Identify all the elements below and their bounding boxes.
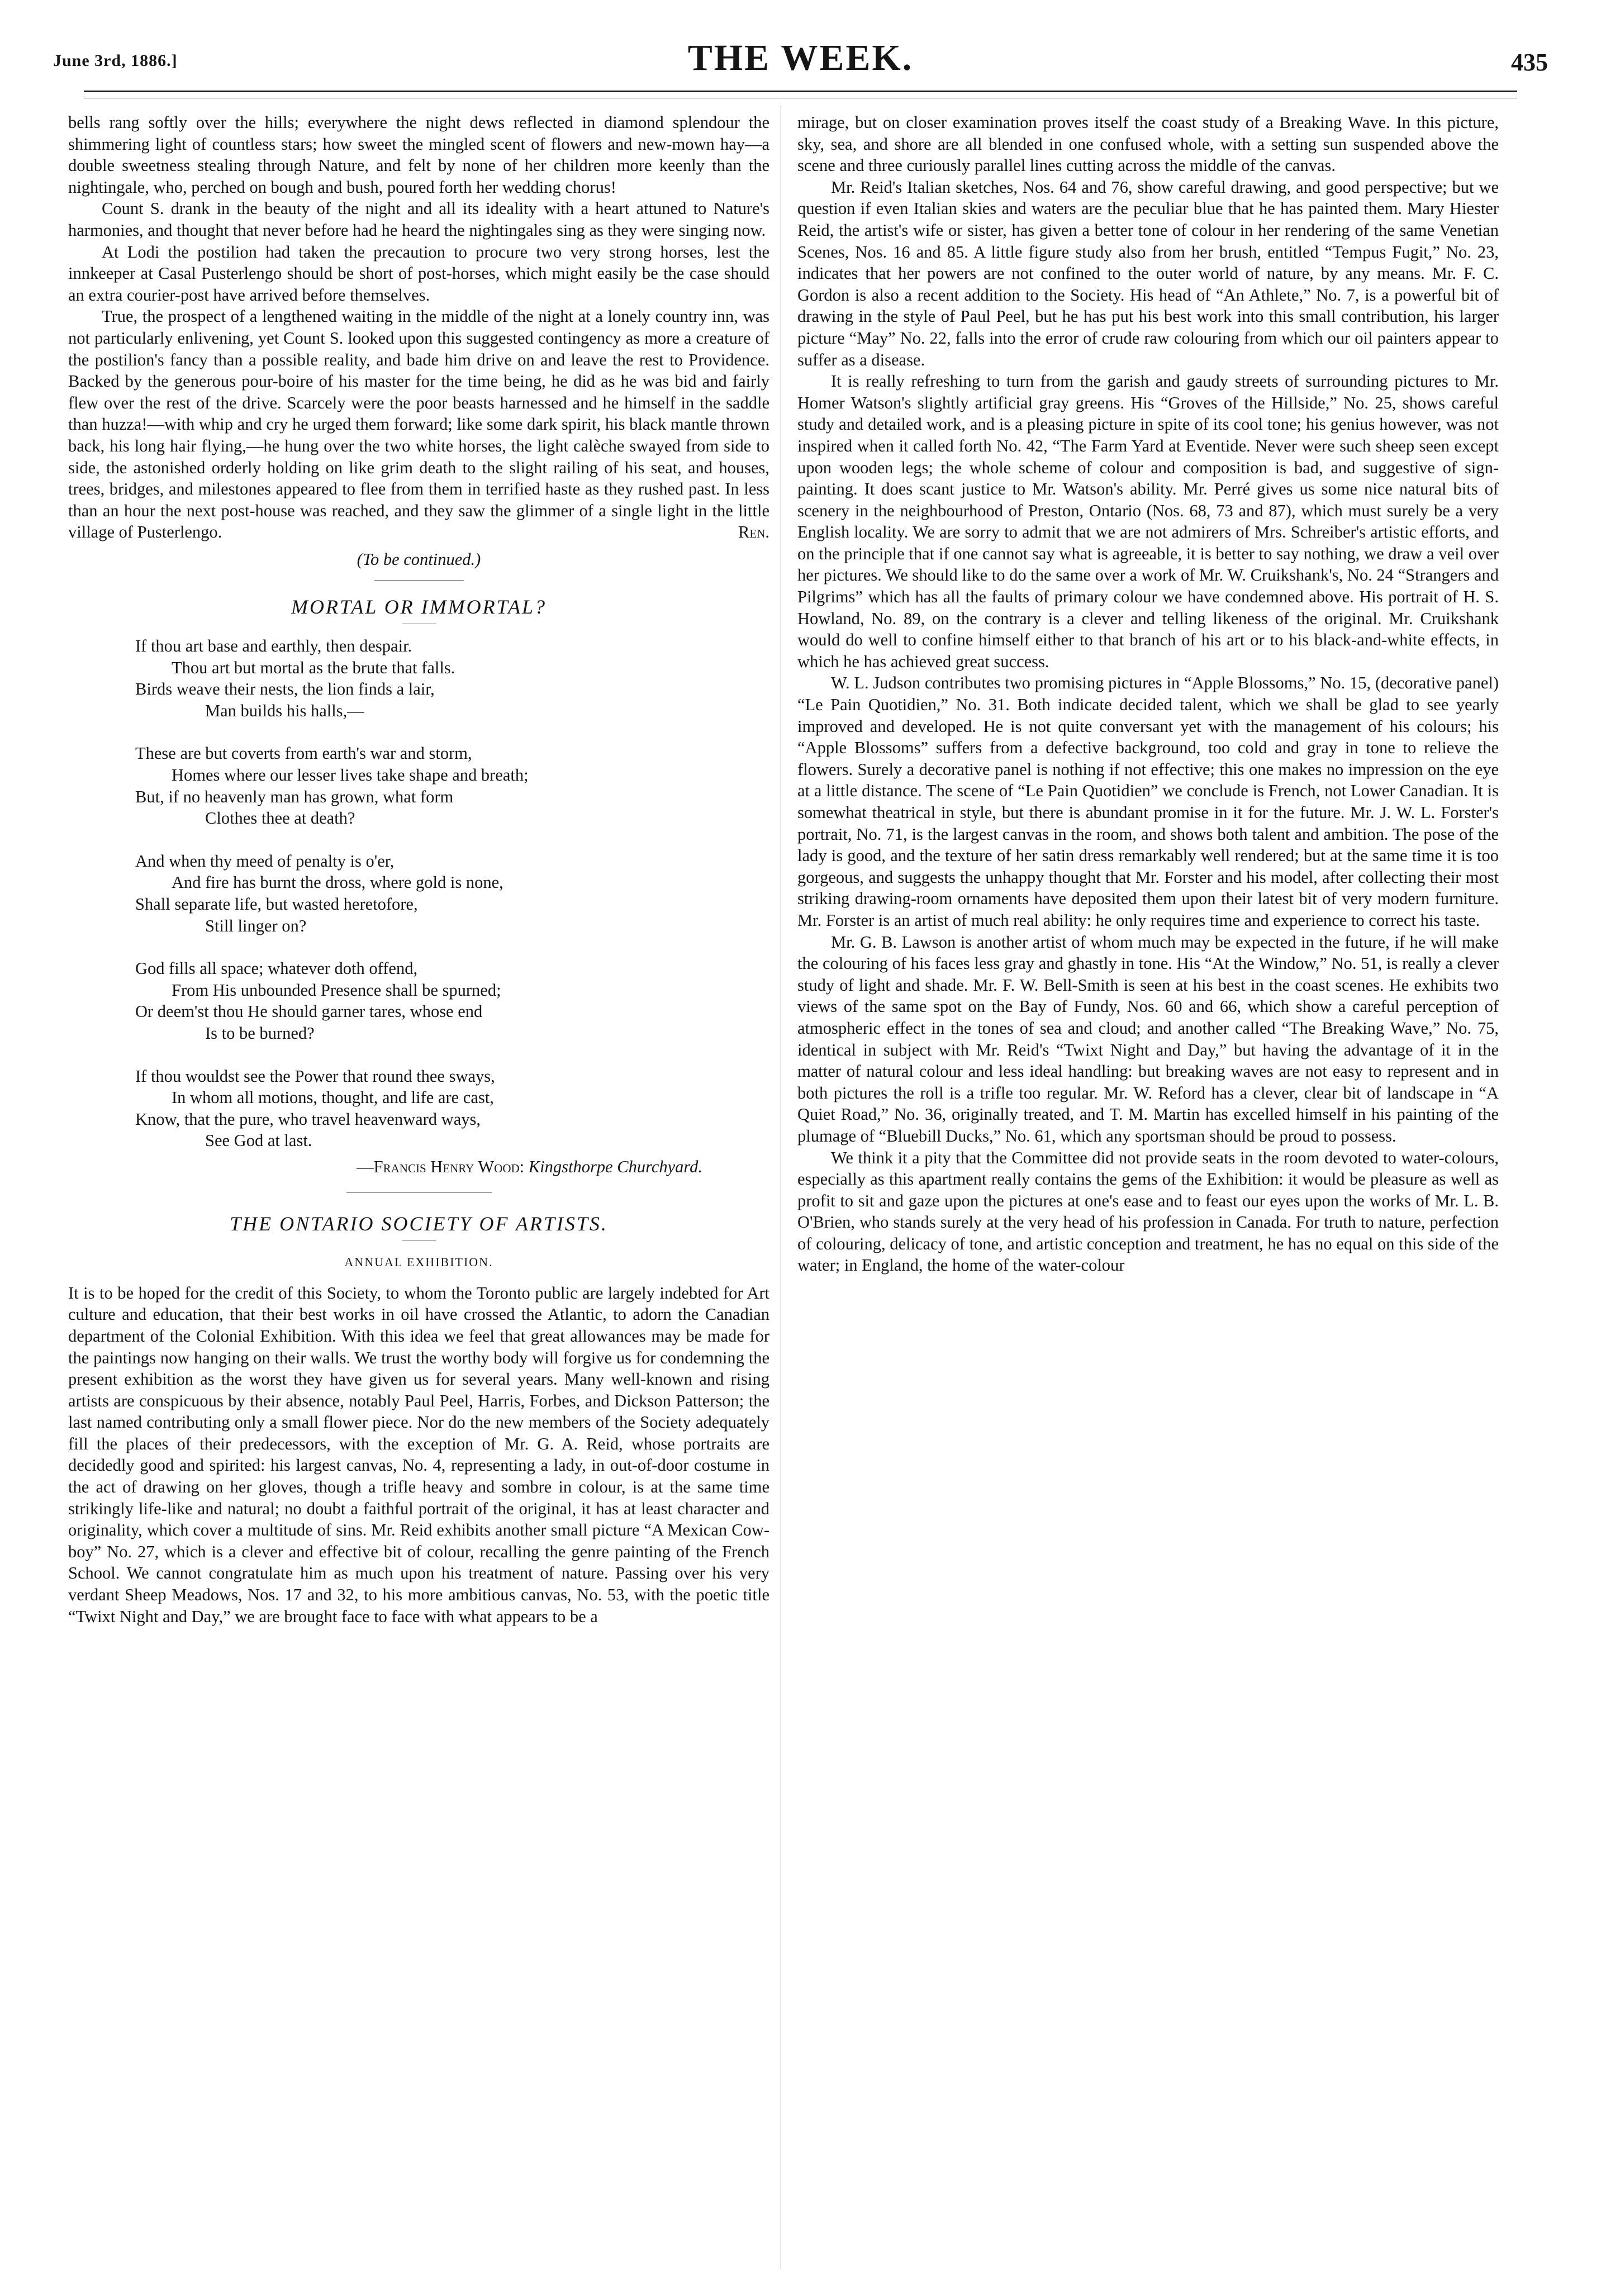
poem-line: From His unbounded Presence shall be spurned; <box>172 980 501 1000</box>
poem-stanza <box>68 958 769 1044</box>
poem-stanza <box>68 743 769 829</box>
poem-line: Birds weave their nests, the lion finds a lair, <box>135 679 435 699</box>
poem-line: Clothes thee at death? <box>205 809 355 828</box>
poem-stanza <box>68 635 769 721</box>
article-paragraph: mirage, but on closer examination proves itself the coast study of a Breaking Wave. In this picture, sky, sea, and shore are all blended in one confused whole, with a setting sun suspended above the scene and three curiously parallel lines cutting across the middle of the canvas. <box>797 113 1499 175</box>
poem-line: See God at last. <box>205 1131 312 1151</box>
right-column <box>797 112 1499 2269</box>
masthead-title: THE WEEK. <box>687 37 914 78</box>
poem-line: Know, that the pure, who travel heavenward ways, <box>135 1109 481 1129</box>
poem-line: But, if no heavenly man has grown, what form <box>135 787 454 806</box>
poem-title: MORTAL OR IMMORTAL? <box>291 596 547 619</box>
story-paragraph: bells rang softly over the hills; everywhere the night dews reflected in diamond splendour the shimmering light of countless stars; how sweet the mingled scent of flowers and new-mown hay—a double sweetness stealing through Nature, and felt by none of her children more keenly than the nightingale, who, perched on bough and bush, poured forth her wedding chorus! <box>68 113 769 197</box>
poem-line: Homes where our lesser lives take shape and breath; <box>172 766 529 785</box>
story-signature: Ren. <box>738 522 769 542</box>
poem-line: Is to be burned? <box>205 1023 315 1043</box>
header-rule <box>84 91 1517 98</box>
page-number: 435 <box>1511 49 1548 76</box>
poem-line: And when thy meed of penalty is o'er, <box>135 851 395 871</box>
story-paragraph: Count S. drank in the beauty of the night and all its ideality with a heart attuned to Nature's harmonies, and thought that never before had he heard the nightingales sing as they were singing now. <box>68 199 769 240</box>
poem-source: Kingsthorpe Churchyard. <box>528 1157 702 1176</box>
article-paragraph: It is to be hoped for the credit of this Society, to whom the Toronto public are largely indebted for Art culture and education, that their best works in oil have crossed the Atlantic, to adorn the Canadian department of the Colonial Exhibition. With this idea we feel that great allowances may be made for the paintings now hanging on their walls. We trust the worthy body will forgive us for condemning the present exhibition as the worst they have given us for several years. Many well-known and rising artists are conspicuous by their absence, notably Paul Peel, Harris, Forbes, and Dickson Patterson; the last named contributing only a small flower piece. Nor do the new members of the Society adequately fill the places of their predecessors, with the exception of Mr. G. A. Reid, whose portraits are decidedly good and spirited: his largest canvas, No. 4, representing a lady, in out-of-door costume in the act of drawing on her gloves, though a trifle heavy and sombre in colour, is at the same time strikingly life-like and natural; no doubt a faithful portrait of the original, it has at least character and originality, which cover a multitude of sins. Mr. Reid exhibits another small picture “A Mexican Cow-boy” No. 27, which is a clever and effective bit of colour, recalling the genre painting of the French School. We cannot congratulate him as much upon his treatment of nature. Passing over his very verdant Sheep Meadows, Nos. 17 and 32, to his more ambitious canvas, No. 53, with the poetic title “Twixt Night and Day,” we are brought face to face with what appears to be a <box>68 1283 769 1626</box>
poem-stanza <box>68 1066 769 1152</box>
article-subtitle: ANNUAL EXHIBITION. <box>344 1255 493 1270</box>
poem-stanza <box>68 850 769 937</box>
article-paragraph: It is really refreshing to turn from the garish and gaudy streets of surrounding pictures to Mr. Homer Watson's slightly artificial gray greens. His “Groves of the Hillside,” No. 25, shows careful study and detailed work, and is a pleasing picture in spite of its cool tone; his genius however, was not inspired when it called forth No. 42, “The Farm Yard at Eventide. Never were such sheep seen except upon wooden legs; the whole scheme of colour and composition is bad, and suggestive of sign-painting. It does scant justice to Mr. Watson's ability. Mr. Perré gives us some nice natural bits of scenery in the neighbourhood of Preston, Ontario (Nos. 68, 73 and 87), which must surely be a very English locality. We are sorry to admit that we are not admirers of Mrs. Schreiber's artistic efforts, and on the principle that if one cannot say what is agreeable, it is better to say nothing, we draw a veil over her pictures. We should like to do the same over a work of Mr. W. Cruikshank's, No. 24 “Strangers and Pilgrims” which has all the faults of primary colour we have condemned above. His portrait of H. S. Howland, No. 89, on the contrary is a clever and telling likeness of the original. Mr. Cruikshank would do well to confine himself either to that branch of his art or to his black-and-white effects, in which he has achieved great success. <box>797 372 1499 671</box>
poem-line: And fire has burnt the dross, where gold is none, <box>172 873 503 892</box>
article-title: THE ONTARIO SOCIETY OF ARTISTS. <box>230 1212 608 1235</box>
section-separator <box>346 1192 492 1193</box>
story-paragraph: At Lodi the postilion had taken the precaution to procure two very strong horses, lest the innkeeper at Casal Pusterlengo should be short of post-horses, which might easily be the case should an extra courier-post have arrived before themselves. <box>68 242 769 305</box>
poem-line: Man builds his halls,— <box>205 701 364 720</box>
issue-date: June 3rd, 1886.] <box>53 51 178 70</box>
poem-line: If thou wouldst see the Power that round thee sways, <box>135 1066 495 1086</box>
poem-line: Thou art but mortal as the brute that falls. <box>172 658 455 677</box>
poem-line: These are but coverts from earth's war and storm, <box>135 744 472 763</box>
page-header <box>53 35 1548 85</box>
story-continuation <box>68 112 769 570</box>
article-paragraph: Mr. Reid's Italian sketches, Nos. 64 and 76, show careful drawing, and good perspective; but we question if even Italian skies and waters are the peculiar blue that he has painted them. Mary Hiester Reid, the artist's wife or sister, has given a better tone of colour in her rendering of the same Venetian Scenes, Nos. 16 and 85. A little figure study also from her brush, entitled “Tempus Fugit,” No. 23, indicates that her powers are not confined to the outer world of nature, by any means. Mr. F. C. Gordon is also a recent addition to the Society. His head of “An Athlete,” No. 7, is a powerful bit of drawing in the style of Paul Peel, but he has put his best work into this small contribution, his larger picture “May” No. 22, falls into the error of crude raw colouring from which our oil painters appear to suffer as a disease. <box>797 177 1499 369</box>
poem-line: Still linger on? <box>205 916 307 935</box>
section-separator <box>374 580 464 581</box>
poem-line: Shall separate life, but wasted heretofore, <box>135 895 418 914</box>
poem-attribution <box>68 1156 702 1178</box>
story-paragraph: True, the prospect of a lengthened waiting in the middle of the night at a lonely country inn, was not particularly enlivening, yet Count S. looked upon this suggested contingency as more a creature of the postilion's fancy than a possible reality, and bade him drive on and leave the rest to Providence. Backed by the generous pour-boire of his master for the time being, he did as he was bid and fairly flew over the rest of the drive. Scarcely were the poor beasts harnessed and he himself in the saddle than huzza!—with whip and cry he urged them forward; like some dark spirit, his black mantle thrown back, his long hair flying,—he hung over the two white horses, the light calèche swayed from side to side, the astonished orderly holding on like grim death to the slight railing of his seat, and houses, trees, bridges, and milestones appeared to flee from them in terrified haste as they rushed past. In less than an hour the next post-house was reached, and they saw the glimmer of a single light in the little village of Pusterlengo. <box>68 307 769 542</box>
left-column <box>68 112 769 2269</box>
article-paragraph: W. L. Judson contributes two promising pictures in “Apple Blossoms,” No. 15, (decorative panel) “Le Pain Quotidien,” No. 31. Both indicate decided talent, which we shall be glad to see yearly improved and developed. He is not quite conversant yet with the management of his colours; his “Apple Blossoms” suffers from a defective background, too cold and gray in tone to relieve the flowers. Surely a decorative panel is nothing if not effective; this one makes no impression on the eye at a little distance. The scene of “Le Pain Quotidien” we conclude is French, not Lower Canadian. It is somewhat theatrical in style, but there is abundant promise in it for the future. Mr. J. W. L. Forster's portrait, No. 71, is the largest canvas in the room, and shows both talent and ambition. The pose of the lady is good, and the texture of her satin dress remarkably well rendered; but at the same time it is too gorgeous, and suggests the unhappy thought that Mr. Forster and his model, after collecting their most striking drawing-room ornaments have deposited them upon their latest bit of very modern furniture. Mr. Forster is an artist of much real ability: he only requires time and experience to correct his taste. <box>797 673 1499 930</box>
poem-line: In whom all motions, thought, and life are cast, <box>172 1088 494 1107</box>
article-paragraph: We think it a pity that the Committee did not provide seats in the room devoted to water-colours, especially as this apartment really contains the gems of the Exhibition: it would be pleasure as well as profit to sit and gaze upon the pictures at one's ease and to feast our eyes upon the works of Mr. L. B. O'Brien, who stands surely at the very head of his profession in Canada. For truth to nature, perfection of colouring, delicacy of tone, and artistic conception and treatment, he has no equal on this side of the water; in England, the home of the water-colour <box>797 1148 1499 1275</box>
poem <box>68 596 769 1177</box>
article-paragraph: Mr. G. B. Lawson is another artist of whom much may be expected in the future, if he will make the colouring of his faces less gray and ghastly in tone. His “At the Window,” No. 51, is really a clever study of light and shade. Mr. F. W. Bell-Smith is seen at his best in the coast scenes. He exhibits two views of the same spot on the Bay of Fundy, Nos. 60 and 66, which show a careful perception of atmospheric effect in the tones of sea and cloud; and another called “The Breaking Wave,” No. 75, identical in subject with Mr. Reid's “Twixt Night and Day,” but having the advantage of it in the matter of natural colour and less ideal handling: but breaking waves are not easy to represent and in both pictures the roll is a trifle too regular. Mr. W. Reford has a clever, clear bit of landscape in “A Quiet Road,” No. 36, originally treated, and T. M. Martin has excelled himself in his painting of the plumage of “Bluebill Ducks,” No. 61, which any sportsman should be proud to possess. <box>797 932 1499 1145</box>
poem-author: —Francis Henry Wood: <box>357 1157 525 1176</box>
poem-line: God fills all space; whatever doth offend, <box>135 959 418 978</box>
poem-line: If thou art base and earthly, then despair. <box>135 636 412 656</box>
article <box>68 1213 769 1628</box>
to-be-continued: (To be continued.) <box>357 549 481 569</box>
poem-line: Or deem'st thou He should garner tares, whose end <box>135 1002 483 1021</box>
